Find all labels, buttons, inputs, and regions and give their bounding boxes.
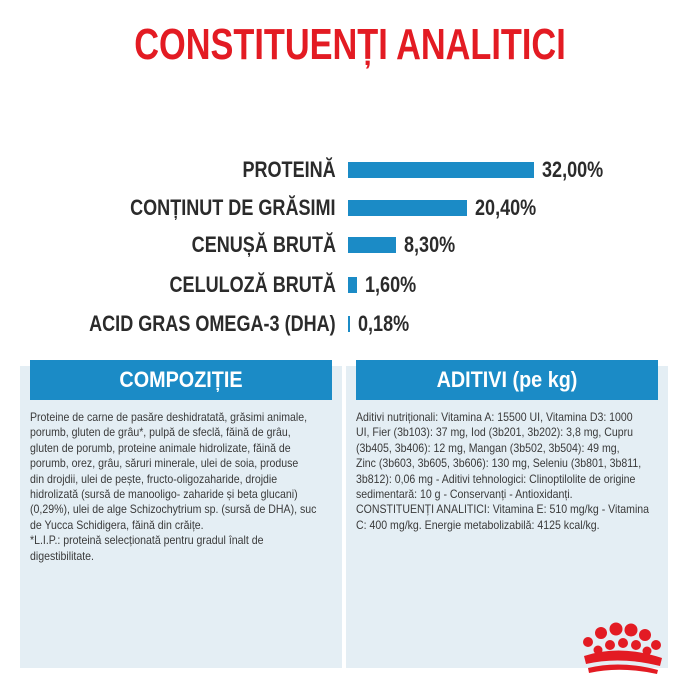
nutrient-row-protein bbox=[0, 155, 700, 185]
nutrient-value: 8,30% bbox=[404, 232, 456, 257]
nutrient-bar bbox=[348, 277, 357, 293]
additives-text: Aditivi nutriționali: Vitamina A: 15500 UI, Vitamina D3: 1000 UI, Fier (3b103): 37 mg, Iod (3b201, 3b202): 3,8 mg, Cupru (3b405, 3b406): 12 mg, Mangan (3b502, 3b504): 49 mg, Zinc (3b603, 3b605, 3b606): 130 mg, Seleniu (3b801, 3b811, 3b812): 0,06 mg - Aditivi tehnologici: Clinoptilolite de origine sedimentară: 10 g - Conservanți - Antioxidanți. CONSTITUENȚI ANALITICI: Vitamina E: 510 mg/kg - Vitamina C: 400 mg/kg. Energie metabolizabilă: 4125 kcal/kg. bbox=[356, 410, 650, 532]
nutrient-row-fat bbox=[0, 193, 700, 223]
royal-canin-crown-icon bbox=[570, 620, 670, 680]
nutrient-value: 0,18% bbox=[358, 311, 410, 336]
nutrient-label: PROTEINĂ bbox=[242, 157, 336, 182]
nutrient-bar bbox=[348, 237, 396, 253]
nutrient-row-omega3 bbox=[0, 309, 700, 339]
composition-title: COMPOZIȚIE bbox=[119, 367, 243, 392]
nutrient-bar bbox=[348, 316, 350, 332]
composition-text: Proteine de carne de pasăre deshidratată, grăsimi animale, porumb, gluten de grâu*, pulpă de sfeclă, făină de grâu, gluten de porumb, proteine animale hidrolizate, făină de porumb, orez, grâu, săruri minerale, ulei de soia, produse din drojdii, ulei de pește, fructo-oligozaharide, drojdie hidrolizată (sursă de manooligo- zaharide și beta glucani) (0,29%), ulei de alge Schizochytrium sp. (sursă de DHA), suc de Yucca Schidigera, făină din crăițe. *L.I.P.: proteină selecționată pentru gradul înalt de digestibilitate. bbox=[30, 410, 317, 563]
nutrient-bar bbox=[348, 200, 467, 216]
nutrient-value: 1,60% bbox=[365, 272, 417, 297]
additives-title: ADITIVI (pe kg) bbox=[436, 367, 578, 392]
composition-panel bbox=[20, 366, 342, 668]
nutrient-value: 32,00% bbox=[542, 157, 604, 182]
nutrient-row-ash bbox=[0, 230, 700, 260]
nutrient-bar bbox=[348, 162, 534, 178]
nutrient-label: CONȚINUT DE GRĂSIMI bbox=[130, 195, 336, 220]
nutrient-label: CENUȘĂ BRUTĂ bbox=[191, 232, 336, 257]
nutrient-value: 20,40% bbox=[475, 195, 537, 220]
page-title: CONSTITUENȚI ANALITICI bbox=[134, 20, 566, 69]
nutrient-row-fibre bbox=[0, 270, 700, 300]
composition-header bbox=[30, 360, 332, 400]
nutrient-label: CELULOZĂ BRUTĂ bbox=[169, 272, 336, 297]
additives-header bbox=[356, 360, 658, 400]
nutrient-label: ACID GRAS OMEGA-3 (DHA) bbox=[89, 311, 336, 336]
